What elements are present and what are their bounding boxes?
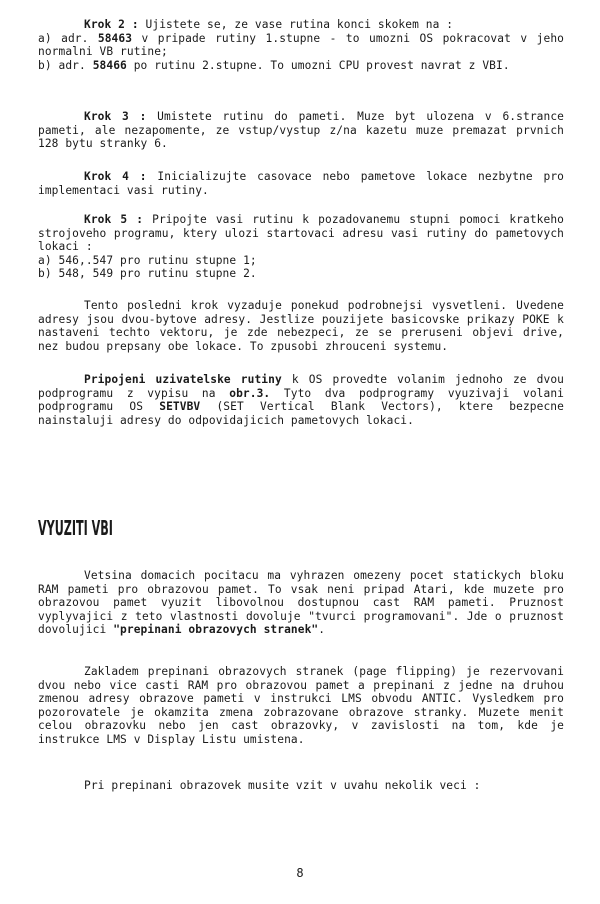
step3-text: Umistete rutinu do pameti. Muze byt ulozena v 6.strance pameti, ale nezapomente, ze vstup/vystup z/na kazetu muze premazat prvnich 128 bytu stranky 6. [38, 110, 564, 151]
vbi1-bold-term: "prepinani obrazovych stranek" [113, 623, 319, 637]
vbi-paragraph-3 [38, 779, 564, 793]
vbi1-text-2: . [318, 623, 326, 637]
step5-text: Pripojte vasi rutinu k pozadovanemu stupni pomoci kratkeho strojoveho programu, ktery ulozi startovaci adresu vasi rutiny do pametovych lokaci : [38, 213, 564, 254]
page-number: 8 [296, 866, 304, 880]
attach-bold-lead: Pripojeni uzivatelske rutiny [84, 373, 282, 386]
attach-figure-ref: obr.3. [229, 386, 271, 400]
attach-setvbv: SETVBV [159, 400, 201, 414]
step4-label: Krok 4 : [84, 170, 147, 183]
attach-text-3: (SET Vertical Blank Vectors), ktere bezpecne nainstaluji adresy do odpovidajicich pametovych lokaci. [38, 400, 564, 427]
vbi2-text: Zakladem prepinani obrazovych stranek (page flipping) je rezervovani dvou nebo vice casti RAM pro obrazovou pamet a prepinani z jedne na druhou zmenou adresy obrazove pameti v instrukci LMS obvodu ANTIC. Vysledkem pro pozorovatele je okamzita zmena zobrazovane obrazove stranky. Muzete menit celou obrazovku nebo jen cast obrazovky, v zavislosti na tom, kde je instrukce LMS v Display Listu umistena. [38, 665, 564, 746]
step2-paragraph [38, 18, 564, 72]
section-heading: VYUZITI VBI [38, 516, 113, 540]
vbi-paragraph-2 [38, 665, 564, 747]
step2-b-text: po rutinu 2.stupne. To umozni CPU provest navrat z VBI. [126, 58, 510, 72]
step3-label: Krok 3 : [84, 110, 147, 123]
attach-paragraph [38, 373, 564, 427]
attach-text-2: Tyto dva podprogramy vyuzivaji volani podprogramu OS [38, 386, 564, 414]
vbi3-text: Pri prepinani obrazovek musite vzit v uvahu nekolik veci : [84, 779, 481, 792]
note-paragraph [38, 299, 564, 353]
vbi-paragraph-1 [38, 569, 564, 637]
step4-paragraph [38, 170, 564, 197]
step3-paragraph [38, 110, 564, 151]
step2-b-prefix: b) adr. [38, 58, 93, 72]
note-text: Tento posledni krok vyzaduje ponekud podrobnejsi vysvetleni. Uvedene adresy jsou dvou-bytove adresy. Jestlize pouzijete basicovske prikazy POKE k nastaveni techto vektoru, je zde nebezpeci, ze se preruseni objevi drive, nez budou prepsany obe lokace. To zpusobi zhrouceni systemu. [38, 299, 564, 353]
step5-line-b: b) 548, 549 pro rutinu stupne 2. [38, 267, 257, 281]
attach-text-1: k OS provedte volanim jednoho ze dvou podprogramu z vypisu na [38, 373, 564, 400]
step5-paragraph [38, 213, 564, 281]
step2-b-address: 58466 [92, 58, 127, 72]
step2-a-address: 58463 [97, 31, 133, 45]
step2-a-prefix: a) adr. [38, 31, 98, 45]
step4-text: Inicializujte casovace nebo pametove lokace nezbytne pro implementaci vasi rutiny. [38, 170, 565, 197]
step2-label: Krok 2 : [84, 18, 139, 31]
step2-text: Ujistete se, ze vase rutina konci skokem na : [138, 18, 454, 31]
step5-label: Krok 5 : [84, 213, 144, 226]
vbi1-text-1: Vetsina domacich pocitacu ma vyhrazen omezeny pocet statickych bloku RAM pameti pro obrazovou pamet. To vsak neni pripad Atari, kde muzete pro obrazovou pamet vyuzit libovolnou dostupnou cast RAM pameti. Pruznost vyplyvajici z teto vlastnosti dovoluje "tvurci programovani". Jde o pruznost dovolujici [38, 569, 564, 637]
step5-line-a: a) 546,.547 pro rutinu stupne 1; [38, 253, 257, 267]
step2-a-text: v pripade rutiny 1.stupne - to umozni OS pokracovat v jeho normalni VB rutine; [38, 31, 564, 59]
